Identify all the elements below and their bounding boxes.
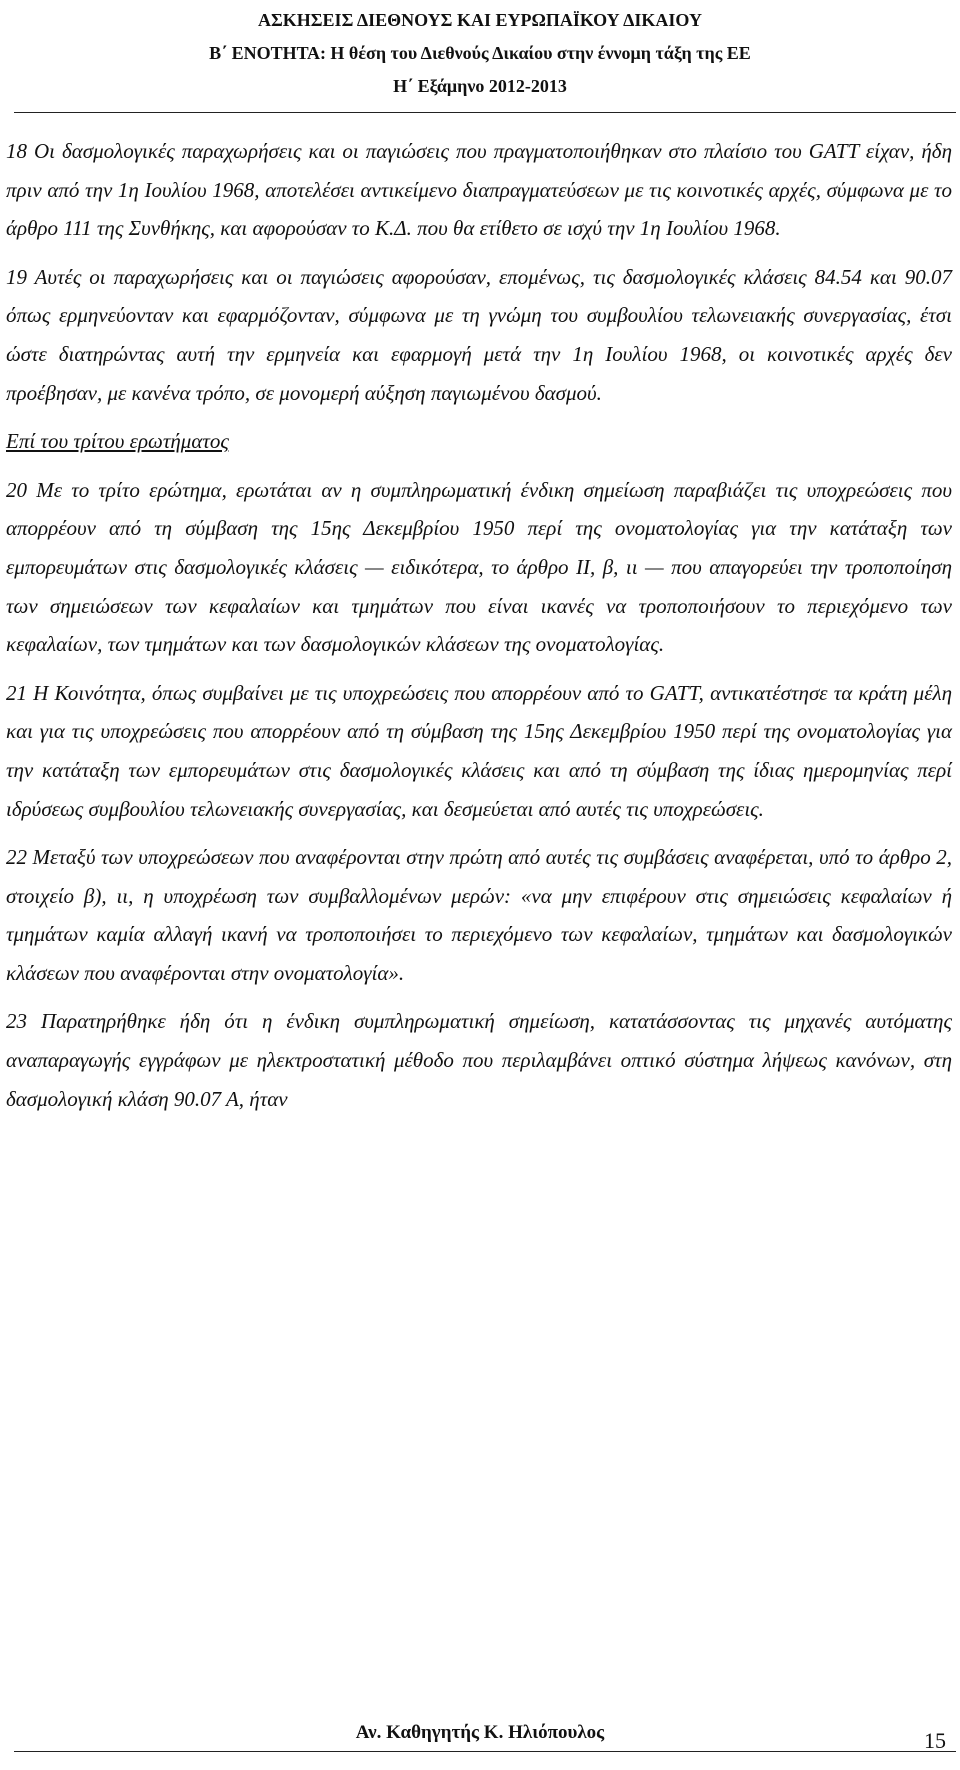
page-header [0,4,960,103]
document-body [6,132,952,1128]
paragraph-22: 22 Μεταξύ των υποχρεώσεων που αναφέρονται στην πρώτη από αυτές τις συμβάσεις αναφέρεται, υπό το άρθρο 2, στοιχείο β), ιι, η υποχρέωση των συμβαλλομένων μερών: «να μην επιφέρουν στις σημειώσεις κεφαλαίων ή τμημάτων καμία αλλαγή ικανή να τροποποιήσει το περιεχόμενο των κεφαλαίων, τμημάτων και δασμολογικών κλάσεων που αναφέρονται στην ονοματολογία». [6,845,952,985]
footer-author: Αν. Καθηγητής Κ. Ηλιόπουλος [355,1722,605,1743]
header-divider [14,112,956,113]
section-heading-text: Επί του τρίτου ερωτήματος [6,429,229,454]
paragraph-18: 18 Οι δασμολογικές παραχωρήσεις και οι παγιώσεις που πραγματοποιήθηκαν στο πλαίσιο του GATT είχαν, ήδη πριν από την 1η Ιουλίου 1968, αποτελέσει αντικείμενο διαπραγματεύσεων με τις κοινοτικές αρχές, σύμφωνα με το άρθρο 111 της Συνθήκης, και αφορούσαν το Κ.Δ. που θα ετίθετο σε ισχύ την 1η Ιουλίου 1968. [6,139,952,241]
header-semester: Η΄ Εξάμηνο 2012-2013 [393,76,567,96]
section-heading [6,422,952,461]
header-course-title: ΑΣΚΗΣΕΙΣ ΔΙΕΘΝΟΥΣ ΚΑΙ ΕΥΡΩΠΑΪΚΟΥ ΔΙΚΑΙΟΥ [258,10,702,30]
paragraph-21: 21 Η Κοινότητα, όπως συμβαίνει με τις υποχρεώσεις που απορρέουν από το GATT, αντικατέστησε τα κράτη μέλη και για τις υποχρεώσεις που απορρέουν από τη σύμβαση της 15ης Δεκεμβρίου 1950 περί της ονοματολογίας για την κατάταξη των εμπορευμάτων στις δασμολογικές κλάσεις και από τη σύμβαση της ίδιας ημερομηνίας περί ιδρύσεως συμβουλίου τελωνειακής συνεργασίας, και δεσμεύεται από αυτές τις υποχρεώσεις. [6,680,952,821]
paragraph-20: 20 Με το τρίτο ερώτημα, ερωτάται αν η συμπληρωματική ένδικη σημείωση παραβιάζει τις υποχρεώσεις που απορρέουν από τη σύμβαση της 15ης Δεκεμβρίου 1950 περί της ονοματολογίας για την κατάταξη των εμπορευμάτων στις δασμολογικές κλάσεις — ειδικότερα, το άρθρο ΙΙ, β, ιι — που απαγορεύει την τροποποίηση των σημειώσεων των κεφαλαίων και τμημάτων που είναι ικανές να τροποποιήσουν το περιεχόμενο των κεφαλαίων, των τμημάτων και των δασμολογικών κλάσεων της ονοματολογίας. [6,477,952,657]
footer-divider [14,1751,956,1752]
page-number: 15 [924,1728,946,1753]
header-unit-title: Β΄ ΕΝΟΤΗΤΑ: Η θέση του Διεθνούς Δικαίου στην έννομη τάξη της ΕΕ [209,43,751,63]
paragraph-19: 19 Αυτές οι παραχωρήσεις και οι παγιώσεις αφορούσαν, επομένως, τις δασμολογικές κλάσεις 84.54 και 90.07 όπως ερμηνεύονταν και εφαρμόζονταν, σύμφωνα με τη γνώμη του συμβουλίου τελωνειακής συνεργασίας, έτσι ώστε διατηρώντας αυτή την ερμηνεία και εφαρμογή μετά την 1η Ιουλίου 1968, οι κοινοτικές αρχές δεν προέβησαν, με κανένα τρόπο, σε μονομερή αύξηση παγιωμένου δασμού. [6,264,952,405]
paragraph-23: 23 Παρατηρήθηκε ήδη ότι η ένδικη συμπληρωματική σημείωση, κατατάσσοντας τις μηχανές αυτόματης αναπαραγωγής εγγράφων με ηλεκτροστατική μέθοδο που περιλαμβάνει οπτικό σύστημα λήψεως κανόνων, στη δασμολογική κλάση 90.07 Α, ήταν [6,1009,952,1111]
